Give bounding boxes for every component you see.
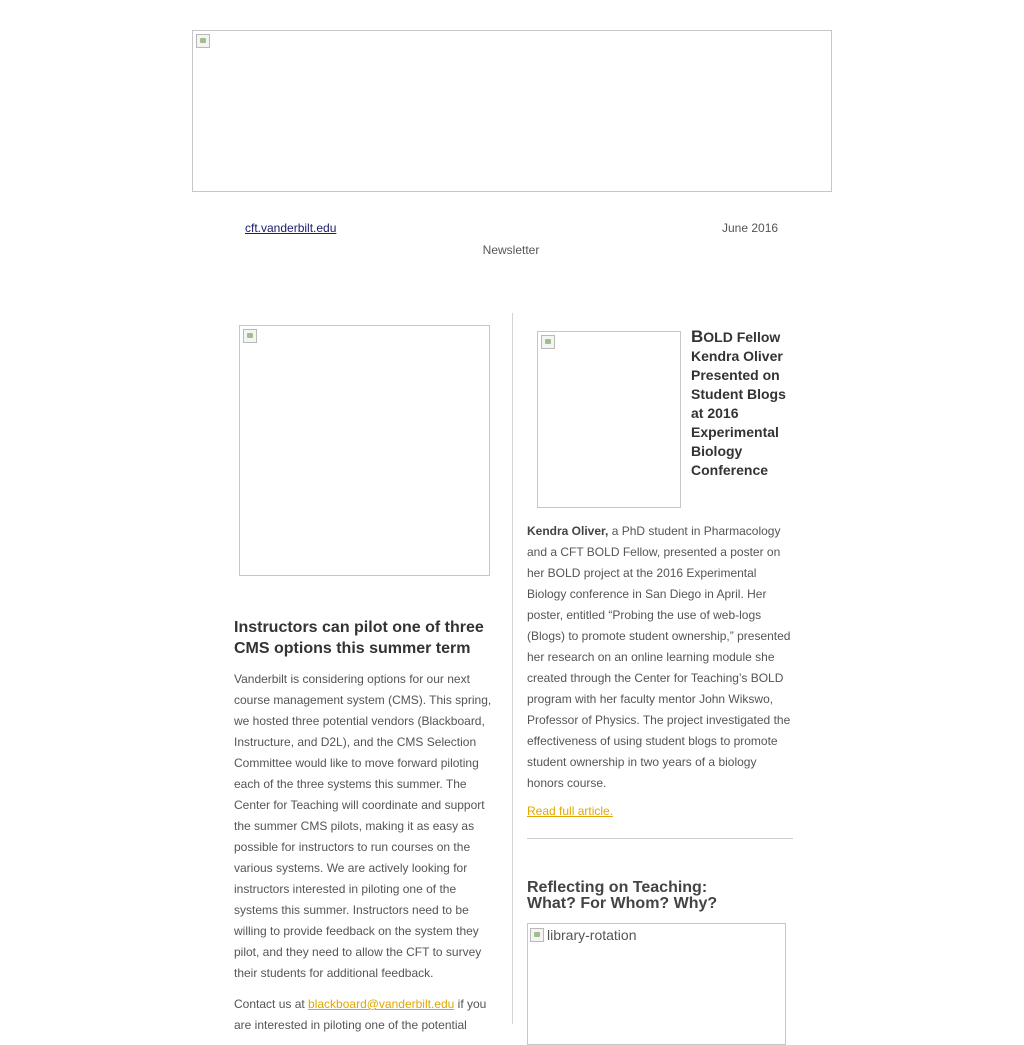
- body-lead-name: Kendra Oliver,: [527, 524, 609, 538]
- bold-article-image: [537, 331, 681, 508]
- cms-article-headline: Instructors can pilot one of three CMS options this summer term: [234, 619, 484, 657]
- contact-email-link[interactable]: blackboard@vanderbilt.edu: [308, 997, 455, 1011]
- contact-prefix: Contact us at: [234, 997, 309, 1011]
- issue-date: June 2016: [722, 221, 779, 235]
- bold-article-headline: [691, 327, 801, 480]
- library-rotation-image: [527, 923, 786, 1045]
- cms-contact-text: [234, 994, 502, 1036]
- cms-article-body: Vanderbilt is considering options for our next course management system (CMS). This spring, we hosted three potential vendors (Blackboard, Instructure, and D2L), and the CMS Selection Committee would like to move forward piloting each of the three systems this summer. The Center for Teaching will coordinate and support the summer CMS pilots, making it as easy as possible for instructors to run courses on the various systems. We are actively looking for instructors interested in piloting one of the systems this summer. Instructors need to be willing to provide feedback on the system they pilot, and they need to allow the CFT to survey their students for additional feedback.: [234, 672, 492, 980]
- broken-image-icon: [530, 928, 544, 942]
- section-title-line1: Reflecting on Teaching:: [527, 879, 708, 896]
- body-text: a PhD student in Pharmacology and a CFT BOLD Fellow, presented a poster on her BOLD project at the 2016 Experimental Biology conference in San Diego in April. Her poster, entitled “Probing the use of web-logs (Blogs) to promote student ownership,” presented her research on an online learning module she created through the Center for Teaching’s BOLD program with her faculty mentor John Wikswo, Professor of Physics. The project investigated the effectiveness of using student blogs to promote student ownership in two years of a biology honors course.: [527, 524, 791, 790]
- header-banner-image: [192, 30, 832, 192]
- section-title-line2: What? For Whom? Why?: [527, 895, 718, 912]
- column-divider: [512, 313, 513, 1024]
- image-alt-text: library-rotation: [547, 927, 637, 943]
- bold-article-body: [527, 521, 792, 794]
- contact-suffix: if you are interested in piloting one of the potential: [234, 997, 487, 1032]
- section-divider: [527, 838, 793, 839]
- broken-image-icon: [243, 329, 257, 343]
- headline-first-letter: B: [691, 327, 704, 346]
- cms-article-image: [239, 325, 490, 576]
- reflecting-section-title: [527, 880, 797, 912]
- newsletter-label: Newsletter: [482, 243, 540, 257]
- site-link[interactable]: cft.vanderbilt.edu: [245, 221, 337, 235]
- broken-image-icon: [541, 335, 555, 349]
- broken-image-icon: [196, 34, 210, 48]
- headline-rest: OLD Fellow Kendra Oliver Presented on Student Blogs at 2016 Experimental Biology Conference: [691, 329, 786, 478]
- read-full-article-link[interactable]: Read full article.: [527, 804, 614, 818]
